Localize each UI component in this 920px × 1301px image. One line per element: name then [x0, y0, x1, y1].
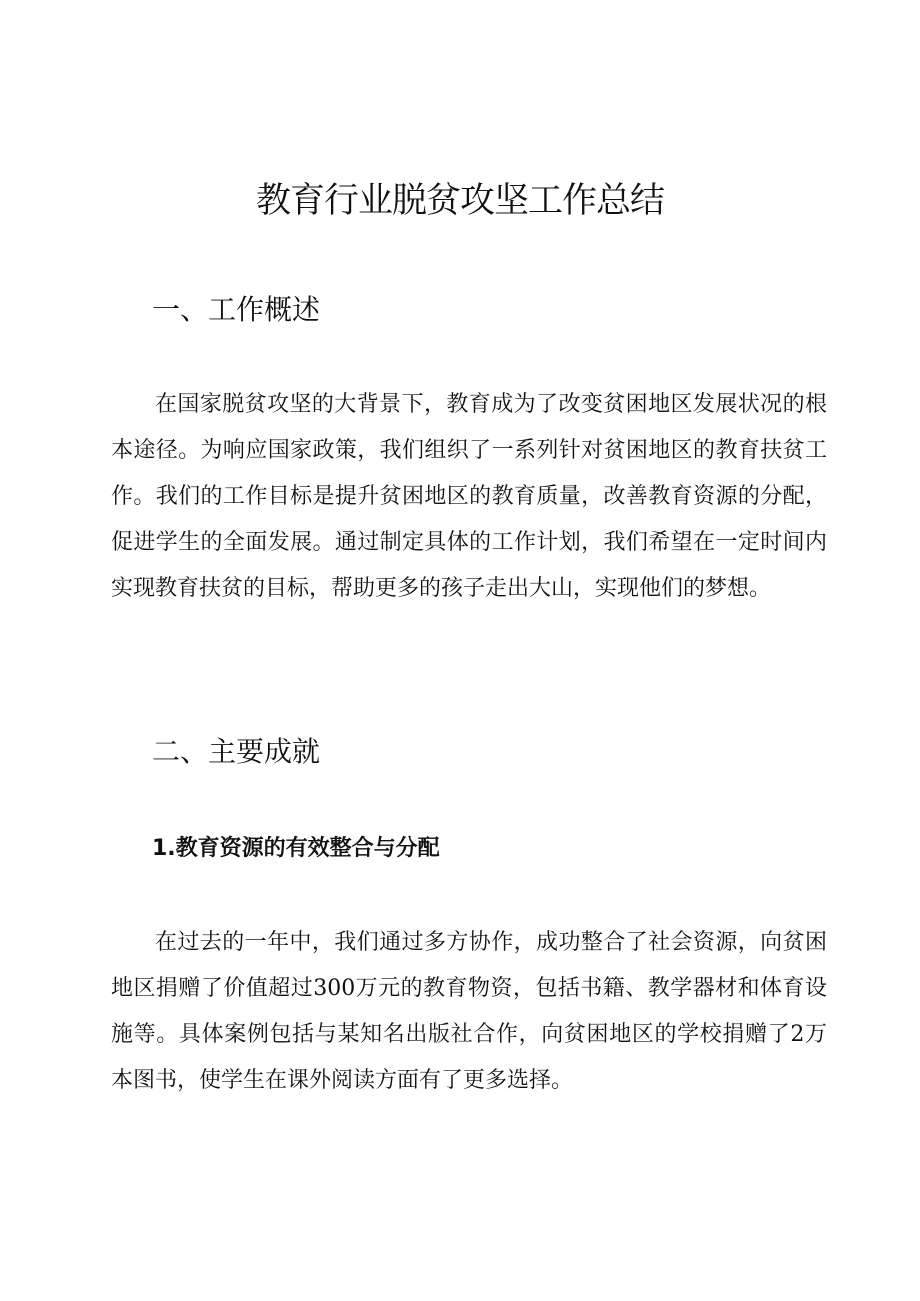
resource-integration-paragraph: 在过去的一年中，我们通过多方协作，成功整合了社会资源，向贫困地区捐赠了价值超过300万元的教育物资，包括书籍、教学器材和体育设施等。具体案例包括与某知名出版社合作，向贫困地区的学校捐赠了2万本图书，使学生在课外阅读方面有了更多选择。: [111, 930, 827, 1093]
section-heading-overview: 一、工作概述: [152, 293, 321, 326]
overview-paragraph: 在国家脱贫攻坚的大背景下，教育成为了改变贫困地区发展状况的根本途径。为响应国家政策，我们组织了一系列针对贫困地区的教育扶贫工作。我们的工作目标是提升贫困地区的教育质量，改善教育资源的分配，促进学生的全面发展。通过制定具体的工作计划，我们希望在一定时间内实现教育扶贫的目标，帮助更多的孩子走出大山，实现他们的梦想。: [111, 392, 827, 601]
section-heading-achievements: 二、主要成就: [152, 735, 321, 768]
subsection-heading-resource-integration: 1.教育资源的有效整合与分配: [152, 836, 440, 861]
document-title: 教育行业脱贫攻坚工作总结: [255, 181, 664, 221]
